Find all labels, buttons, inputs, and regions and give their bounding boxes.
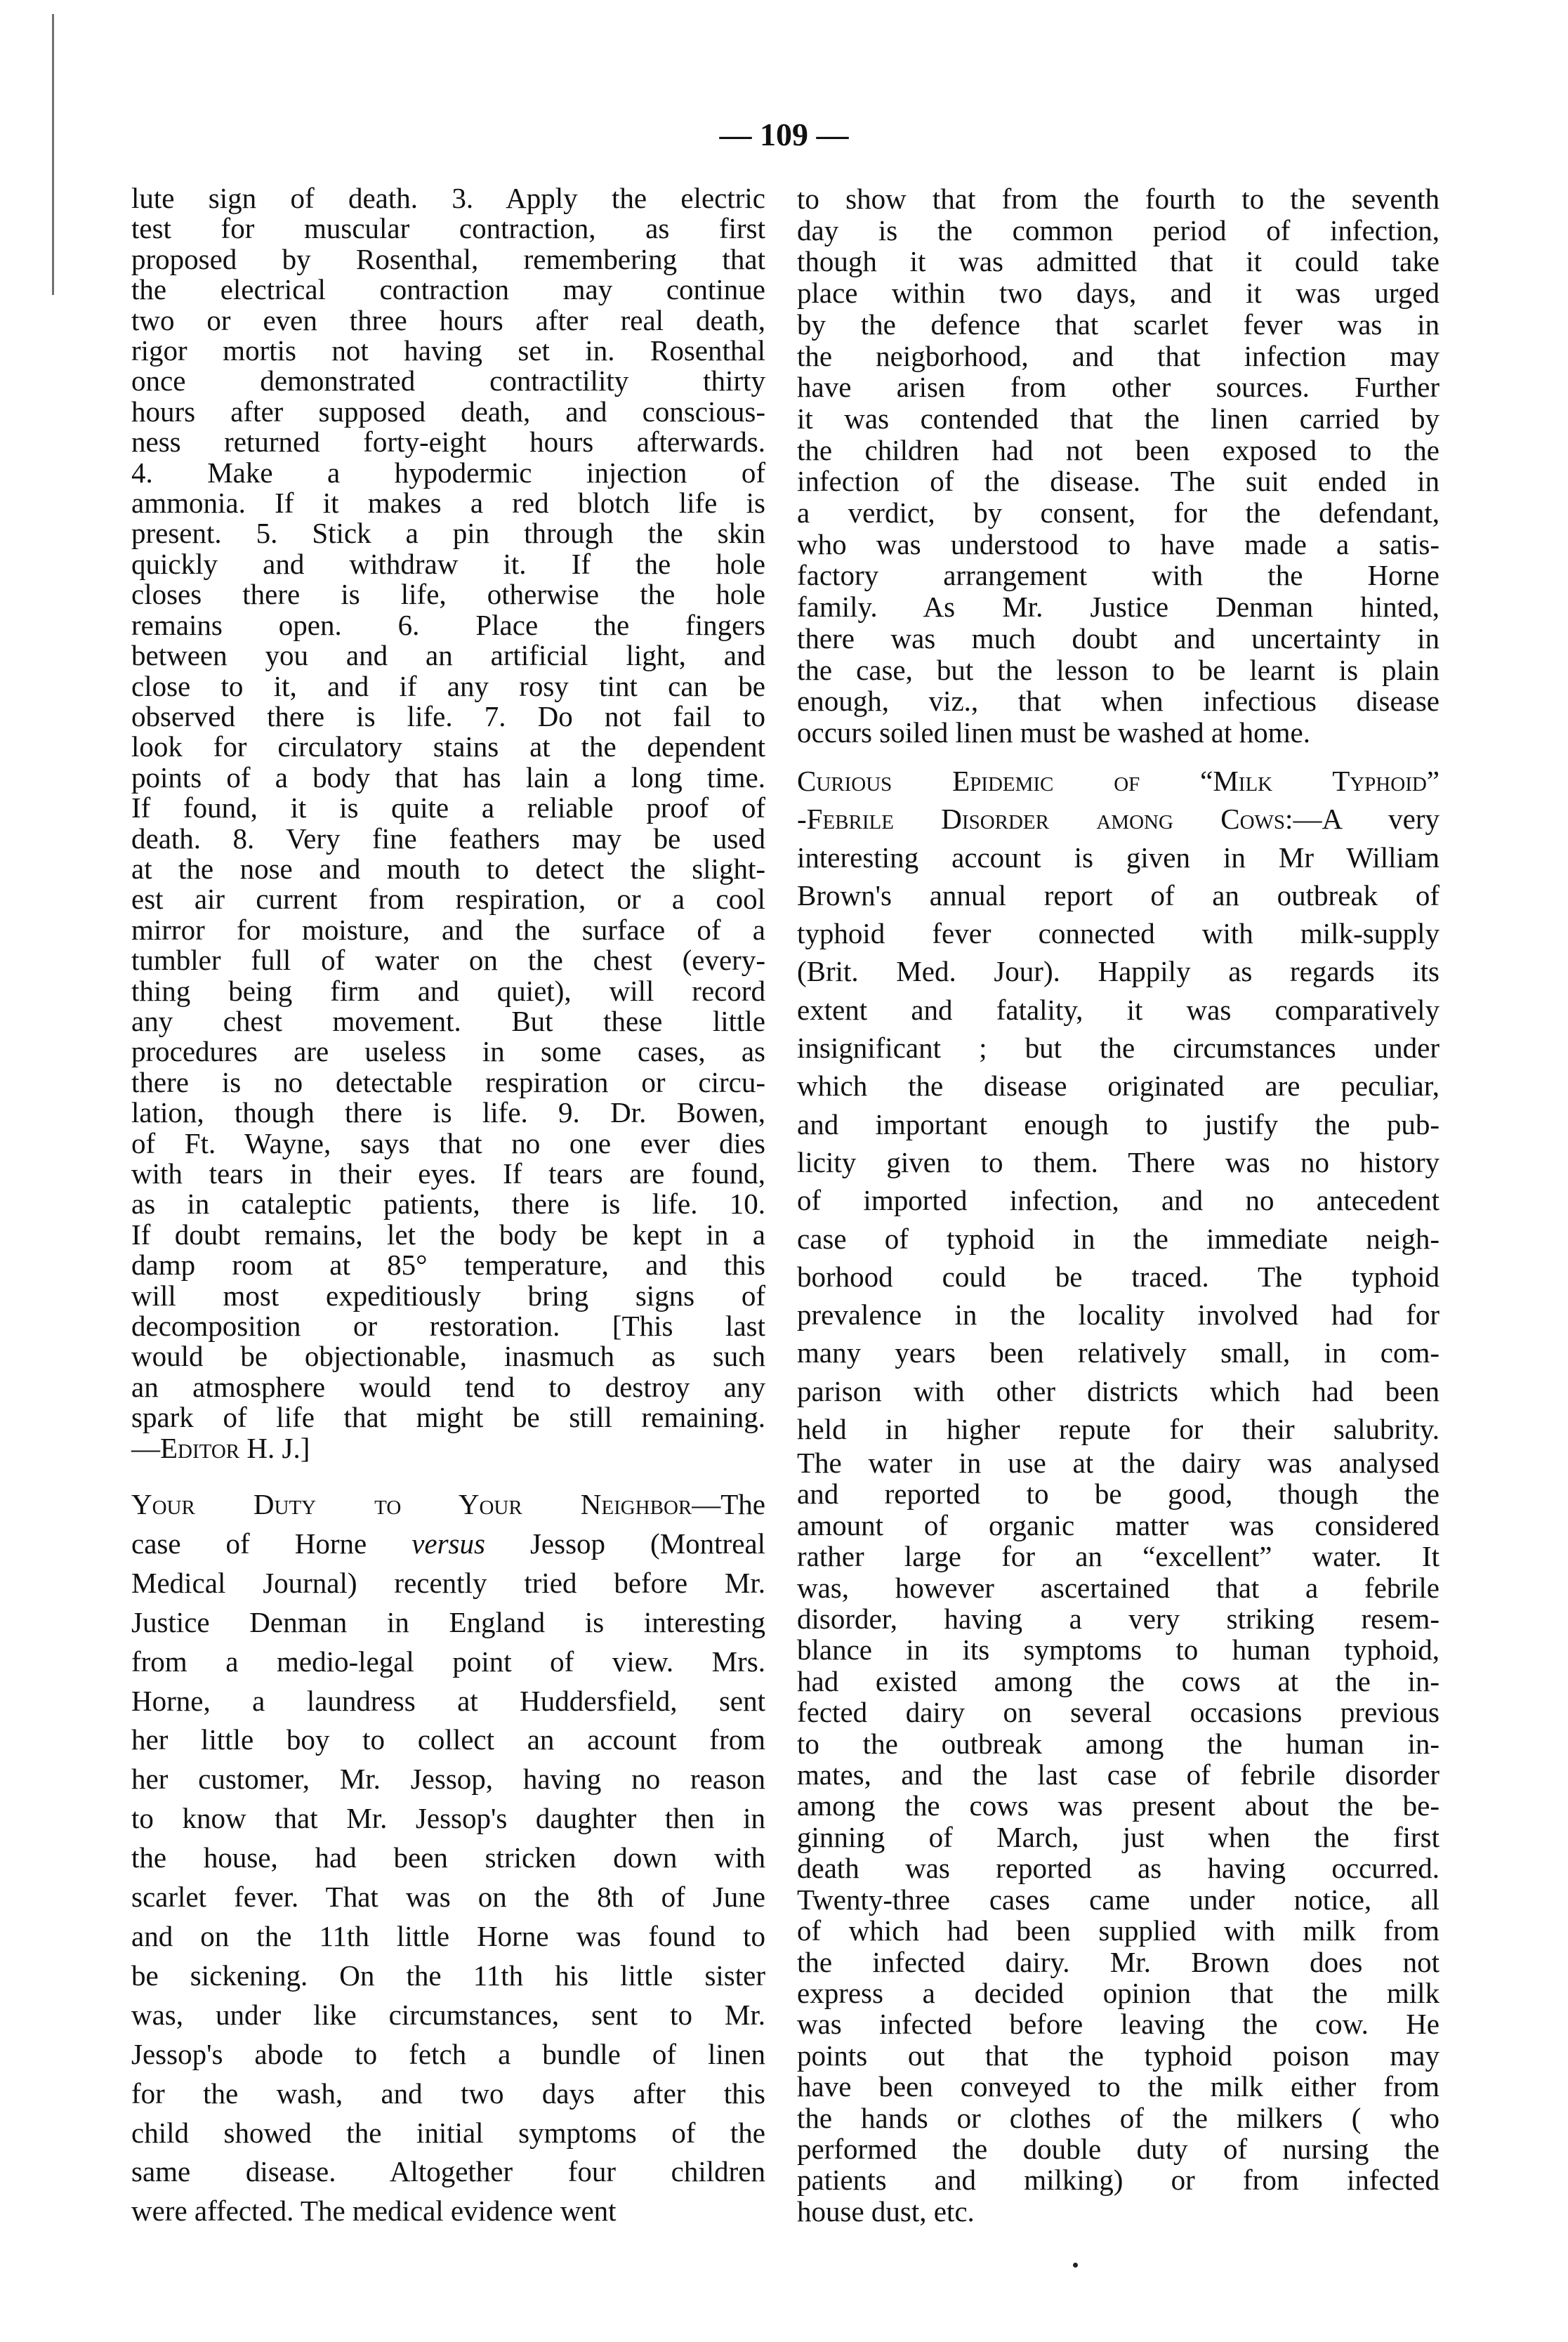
text-line: among the cows was present about the be- <box>797 1789 1439 1822</box>
text-line: held in higher repute for their salubrity. <box>797 1413 1439 1446</box>
text-line: If doubt remains, let the body be kept in a <box>131 1218 765 1251</box>
text-line: the hands or clothes of the milkers ( who <box>797 2101 1439 2134</box>
text-line: once demonstrated contractility thirty <box>131 364 765 397</box>
text-line: be sickening. On the 11th his little sister <box>131 1959 765 1992</box>
text-line <box>797 762 1439 800</box>
text-line: proposed by Rosenthal, remembering that <box>131 242 765 275</box>
text-line: mates, and the last case of febrile disorder <box>797 1758 1439 1791</box>
text-line: the house, had been stricken down with <box>131 1841 765 1874</box>
text-line: of Ft. Wayne, says that no one ever dies <box>131 1126 765 1159</box>
text-line: day is the common period of infection, <box>797 213 1439 246</box>
text-line: 4. Make a hypodermic injection of <box>131 456 765 489</box>
text-line: were affected. The medical evidence went <box>131 2195 617 2228</box>
text-line: fected dairy on several occasions previous <box>797 1696 1439 1729</box>
text-line: it was contended that the linen carried by <box>797 402 1439 435</box>
scan-margin-mark <box>52 14 54 295</box>
text-line: family. As Mr. Justice Denman hinted, <box>797 591 1439 624</box>
text-line: though it was admitted that it could take <box>797 245 1439 278</box>
right-column-paragraph-curious-epidemic <box>797 762 1439 1448</box>
text-line: child showed the initial symptoms of the <box>131 2116 765 2149</box>
text-line: the case, but the lesson to be learnt is plain <box>797 653 1439 686</box>
text-line: the infected dairy. Mr. Brown does not <box>797 1945 1439 1978</box>
text-line: scarlet fever. That was on the 8th of June <box>131 1881 765 1914</box>
small-caps-heading: Editor <box>160 1431 240 1464</box>
text-line: as in cataleptic patients, there is life. 10. <box>131 1188 765 1221</box>
ink-dot <box>1073 2263 1078 2268</box>
text-line: and reported to be good, though the <box>797 1478 1439 1511</box>
text-line: Jessop's abode to fetch a bundle of linen <box>131 2037 765 2070</box>
text-segment: —The <box>692 1488 765 1520</box>
text-line: interesting account is given in Mr William <box>797 841 1439 874</box>
text-line: performed the double duty of nursing the <box>797 2132 1439 2165</box>
left-column-paragraph-1 <box>131 183 765 1463</box>
text-line: licity given to them. There was no history <box>797 1145 1439 1178</box>
text-line: rather large for an “excellent” water. It <box>797 1540 1439 1573</box>
text-line: blance in its symptoms to human typhoid, <box>797 1633 1439 1666</box>
text-line: at the nose and mouth to detect the slight- <box>131 852 765 885</box>
text-segment: Jessop (Montreal <box>485 1527 765 1560</box>
text-line <box>131 1433 765 1463</box>
text-line: by the defence that scarlet fever was in <box>797 308 1439 341</box>
text-line: to show that from the fourth to the seventh <box>797 183 1439 215</box>
text-line: damp room at 85° temperature, and this <box>131 1249 765 1282</box>
text-line: place within two days, and it was urged <box>797 277 1439 310</box>
text-line: extent and fatality, it was comparatively <box>797 993 1439 1026</box>
text-line: occurs soiled linen must be washed at home. <box>797 716 1310 749</box>
text-line: the children had not been exposed to the <box>797 433 1439 466</box>
text-line: patients and milking) or from infected <box>797 2164 1439 2197</box>
text-line: would be objectionable, inasmuch as such <box>131 1340 765 1373</box>
page-number: — 109 — <box>719 117 849 152</box>
text-line: If found, it is quite a reliable proof of <box>131 791 765 824</box>
text-line: an atmosphere would tend to destroy any <box>131 1370 765 1403</box>
text-line: thing being firm and quiet), will record <box>131 974 765 1007</box>
text-line: Horne, a laundress at Huddersfield, sent <box>131 1684 765 1717</box>
text-line: of which had been supplied with milk from <box>797 1914 1439 1947</box>
text-line: ness returned forty-eight hours afterwards. <box>131 426 765 459</box>
text-line: closes there is life, otherwise the hole <box>131 578 765 611</box>
text-line: express a decided opinion that the milk <box>797 1976 1439 2009</box>
text-line: death was reported as having occurred. <box>797 1852 1439 1885</box>
small-caps-heading: Curious Epidemic of “Milk Typhoid” <box>797 765 1439 797</box>
right-column-paragraph-water <box>797 1447 1439 2227</box>
text-line: there is no detectable respiration or circu- <box>131 1065 765 1098</box>
text-line: to know that Mr. Jessop's daughter then in <box>131 1802 765 1835</box>
text-line: from a medio-legal point of view. Mrs. <box>131 1645 765 1678</box>
text-line: factory arrangement with the Horne <box>797 559 1439 592</box>
text-line: Justice Denman in England is interesting <box>131 1605 765 1638</box>
text-line: of imported infection, and no antecedent <box>797 1184 1439 1217</box>
text-line: est air current from respiration, or a cool <box>131 883 765 916</box>
text-line: close to it, and if any rosy tint can be <box>131 669 765 702</box>
text-line: lation, though there is life. 9. Dr. Bowen, <box>131 1096 765 1129</box>
text-line: spark of life that might be still remaining. <box>131 1401 765 1434</box>
text-line: was, however ascertained that a febrile <box>797 1571 1439 1604</box>
text-line: was infected before leaving the cow. He <box>797 2008 1439 2041</box>
text-line: amount of organic matter was considered <box>797 1508 1439 1541</box>
text-line: insignificant ; but the circumstances under <box>797 1032 1439 1065</box>
text-segment: case of Horne <box>131 1527 412 1560</box>
text-line: and on the 11th little Horne was found to <box>131 1919 765 1952</box>
text-line: present. 5. Stick a pin through the skin <box>131 517 765 550</box>
text-line <box>131 1525 765 1564</box>
text-line: borhood could be traced. The typhoid <box>797 1260 1439 1293</box>
text-line: typhoid fever connected with milk-supply <box>797 917 1439 950</box>
text-line: observed there is life. 7. Do not fail to <box>131 699 765 732</box>
text-line: her customer, Mr. Jessop, having no reason <box>131 1763 765 1796</box>
text-line: parison with other districts which had been <box>797 1374 1439 1407</box>
text-line: any chest movement. But these little <box>131 1004 765 1037</box>
text-segment: H. J.] <box>239 1431 310 1464</box>
text-line: case of typhoid in the immediate neigh- <box>797 1222 1439 1255</box>
text-line: procedures are useless in some cases, as <box>131 1035 765 1068</box>
text-line: mirror for moisture, and the surface of a <box>131 913 765 946</box>
text-line: remains open. 6. Place the fingers <box>131 608 765 641</box>
text-line: her little boy to collect an account from <box>131 1723 765 1756</box>
text-line: many years been relatively small, in com- <box>797 1336 1439 1369</box>
left-column-paragraph-your-duty <box>131 1485 765 2231</box>
text-line: was, under like circumstances, sent to Mr. <box>131 1998 765 2031</box>
text-line: the electrical contraction may continue <box>131 273 765 306</box>
text-line: house dust, etc. <box>797 2195 975 2228</box>
text-line: lute sign of death. 3. Apply the electric <box>131 182 765 214</box>
text-line: two or even three hours after real death, <box>131 303 765 336</box>
text-line: prevalence in the locality involved had for <box>797 1298 1439 1331</box>
text-line: Medical Journal) recently tried before Mr. <box>131 1566 765 1599</box>
text-line: disorder, having a very striking resem- <box>797 1603 1439 1636</box>
text-line: test for muscular contraction, as first <box>131 212 765 245</box>
text-line: ginning of March, just when the first <box>797 1820 1439 1853</box>
text-line: tumbler full of water on the chest (every- <box>131 944 765 977</box>
text-line: which the disease originated are peculiar, <box>797 1070 1439 1103</box>
text-line: rigor mortis not having set in. Rosenthal <box>131 334 765 367</box>
text-segment: :—A very <box>1285 803 1439 836</box>
text-line <box>131 1485 765 1525</box>
text-line: quickly and withdraw it. If the hole <box>131 547 765 580</box>
text-line: had existed among the cows at the in- <box>797 1664 1439 1697</box>
text-line <box>797 800 1439 838</box>
text-segment: — <box>131 1431 160 1464</box>
text-line: points of a body that has lain a long time. <box>131 761 765 794</box>
text-line: ammonia. If it makes a red blotch life is <box>131 487 765 520</box>
text-line: have been conveyed to the milk either from <box>797 2070 1439 2103</box>
italic-text: versus <box>411 1527 485 1560</box>
text-line: Brown's annual report of an outbreak of <box>797 879 1439 912</box>
small-caps-heading: -Febrile Disorder among Cows <box>797 803 1286 836</box>
text-line: points out that the typhoid poison may <box>797 2039 1439 2072</box>
text-line: there was much doubt and uncertainty in <box>797 621 1439 654</box>
text-line: and important enough to justify the pub- <box>797 1107 1439 1140</box>
text-line: decomposition or restoration. [This last <box>131 1310 765 1343</box>
text-line: enough, viz., that when infectious disease <box>797 685 1439 718</box>
text-line: (Brit. Med. Jour). Happily as regards its <box>797 955 1439 988</box>
small-caps-heading: Your Duty to Your Neighbor <box>131 1488 692 1520</box>
right-column-paragraph-continued <box>797 183 1439 749</box>
text-line: to the outbreak among the human in- <box>797 1727 1439 1760</box>
text-line: have arisen from other sources. Further <box>797 371 1439 404</box>
text-line: Twenty-three cases came under notice, all <box>797 1883 1439 1916</box>
text-line: a verdict, by consent, for the defendant, <box>797 496 1439 529</box>
text-line: death. 8. Very fine feathers may be used <box>131 822 765 855</box>
text-line: look for circulatory stains at the dependent <box>131 730 765 763</box>
text-line: The water in use at the dairy was analysed <box>797 1447 1439 1479</box>
text-line: with tears in their eyes. If tears are found, <box>131 1157 765 1190</box>
text-line: will most expeditiously bring signs of <box>131 1279 765 1312</box>
text-line: same disease. Altogether four children <box>131 2155 765 2188</box>
text-line: hours after supposed death, and conscious- <box>131 395 765 428</box>
text-line: for the wash, and two days after this <box>131 2077 765 2110</box>
text-line: between you and an artificial light, and <box>131 639 765 672</box>
text-line: infection of the disease. The suit ended in <box>797 465 1439 498</box>
text-line: who was understood to have made a satis- <box>797 527 1439 560</box>
text-line: the neigborhood, and that infection may <box>797 339 1439 372</box>
